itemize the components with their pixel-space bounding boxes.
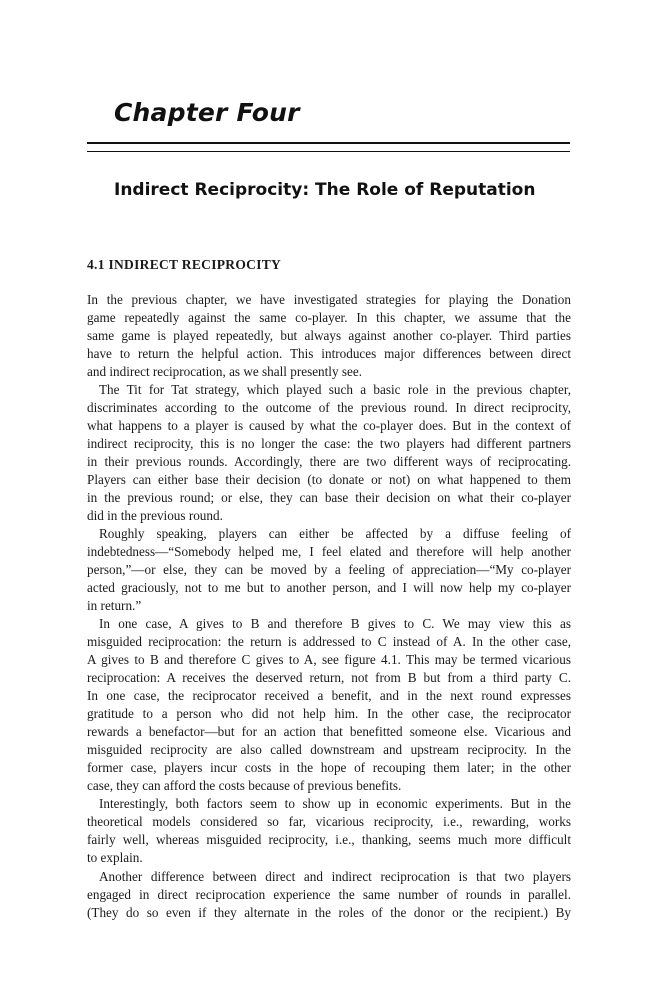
body-line: fairly well, whereas misguided reciprocity, i.e., thanking, seems much more difficult	[87, 832, 571, 848]
body-line: The Tit for Tat strategy, which played such a basic role in the previous chapter,	[99, 382, 571, 398]
section-heading: 4.1 INDIRECT RECIPROCITY	[87, 257, 282, 272]
body-line: game repeatedly against the same co-player. In this chapter, we assume that the	[87, 310, 571, 326]
body-line: discriminates according to the outcome of the previous round. In direct reciprocity,	[87, 400, 571, 416]
body-line: to explain.	[87, 850, 143, 866]
body-line: misguided reciprocation: the return is addressed to C instead of A. In the other case,	[87, 634, 571, 650]
chapter-label: Chapter Four	[114, 98, 300, 127]
body-line: Players can either base their decision (to donate or not) on what happened to them	[87, 472, 571, 488]
body-line: reciprocation: A receives the deserved return, not from B but from a third party C.	[87, 670, 571, 686]
body-line: theoretical models considered so far, vicarious reciprocity, i.e., rewarding, works	[87, 814, 571, 830]
body-line: have to return the helpful action. This introduces major differences between direct	[87, 346, 571, 362]
body-line: former case, players incur costs in the hope of recouping them later; in the other	[87, 760, 571, 776]
body-line: indirect reciprocity, this is no longer the case: the two players had different partners	[87, 436, 571, 452]
body-line: in their previous rounds. Accordingly, there are two different ways of reciprocating.	[87, 454, 571, 470]
body-line: did in the previous round.	[87, 508, 223, 524]
body-line: person,”—or else, they can be moved by a feeling of appreciation—“My co-player	[87, 562, 571, 578]
chapter-rule-thin	[87, 151, 570, 152]
body-line: case, they can afford the costs because of previous benefits.	[87, 778, 402, 794]
body-line: In the previous chapter, we have investigated strategies for playing the Donation	[87, 292, 571, 307]
body-line: indebtedness—“Somebody helped me, I feel elated and therefore will help another	[87, 544, 571, 560]
body-line: Interestingly, both factors seem to show up in economic experiments. But in the	[99, 796, 571, 812]
body-line: and indirect reciprocation, as we shall presently see.	[87, 364, 362, 380]
body-line: in return.”	[87, 598, 142, 614]
body-line: A gives to B and therefore C gives to A, see figure 4.1. This may be termed vicarious	[87, 652, 571, 668]
chapter-rule-thick	[87, 142, 570, 144]
body-line: misguided reciprocity are also called downstream and upstream reciprocity. In the	[87, 742, 571, 758]
body-line: Roughly speaking, players can either be affected by a diffuse feeling of	[99, 526, 571, 542]
chapter-title: Indirect Reciprocity: The Role of Reputation	[114, 180, 536, 200]
body-line: acted graciously, not to me but to another person, and I will now help my co-player	[87, 580, 571, 596]
body-line: rewards a benefactor—but for an action that benefitted someone else. Vicarious and	[87, 724, 571, 740]
body-line: In one case, the reciprocator received a benefit, and in the next round expresses	[87, 688, 571, 704]
body-line: engaged in direct reciprocation experience the same number of rounds in parallel.	[87, 886, 571, 902]
body-line: gratitude to a person who did not help him. In the other case, the reciprocator	[87, 706, 571, 722]
body-line: In one case, A gives to B and therefore B gives to C. We may view this as	[99, 616, 571, 632]
body-text	[87, 291, 571, 922]
body-line: (They do so even if they alternate in the roles of the donor or the recipient.) By	[87, 904, 571, 920]
body-line: what happens to a player is caused by what the co-player does. But in the context of	[87, 418, 571, 434]
body-line: same game is played repeatedly, but always against another co-player. Third parties	[87, 328, 571, 344]
body-line: in the previous round; or else, they can base their decision on what their co-player	[87, 490, 571, 506]
body-line: Another difference between direct and indirect reciprocation is that two players	[99, 868, 571, 884]
